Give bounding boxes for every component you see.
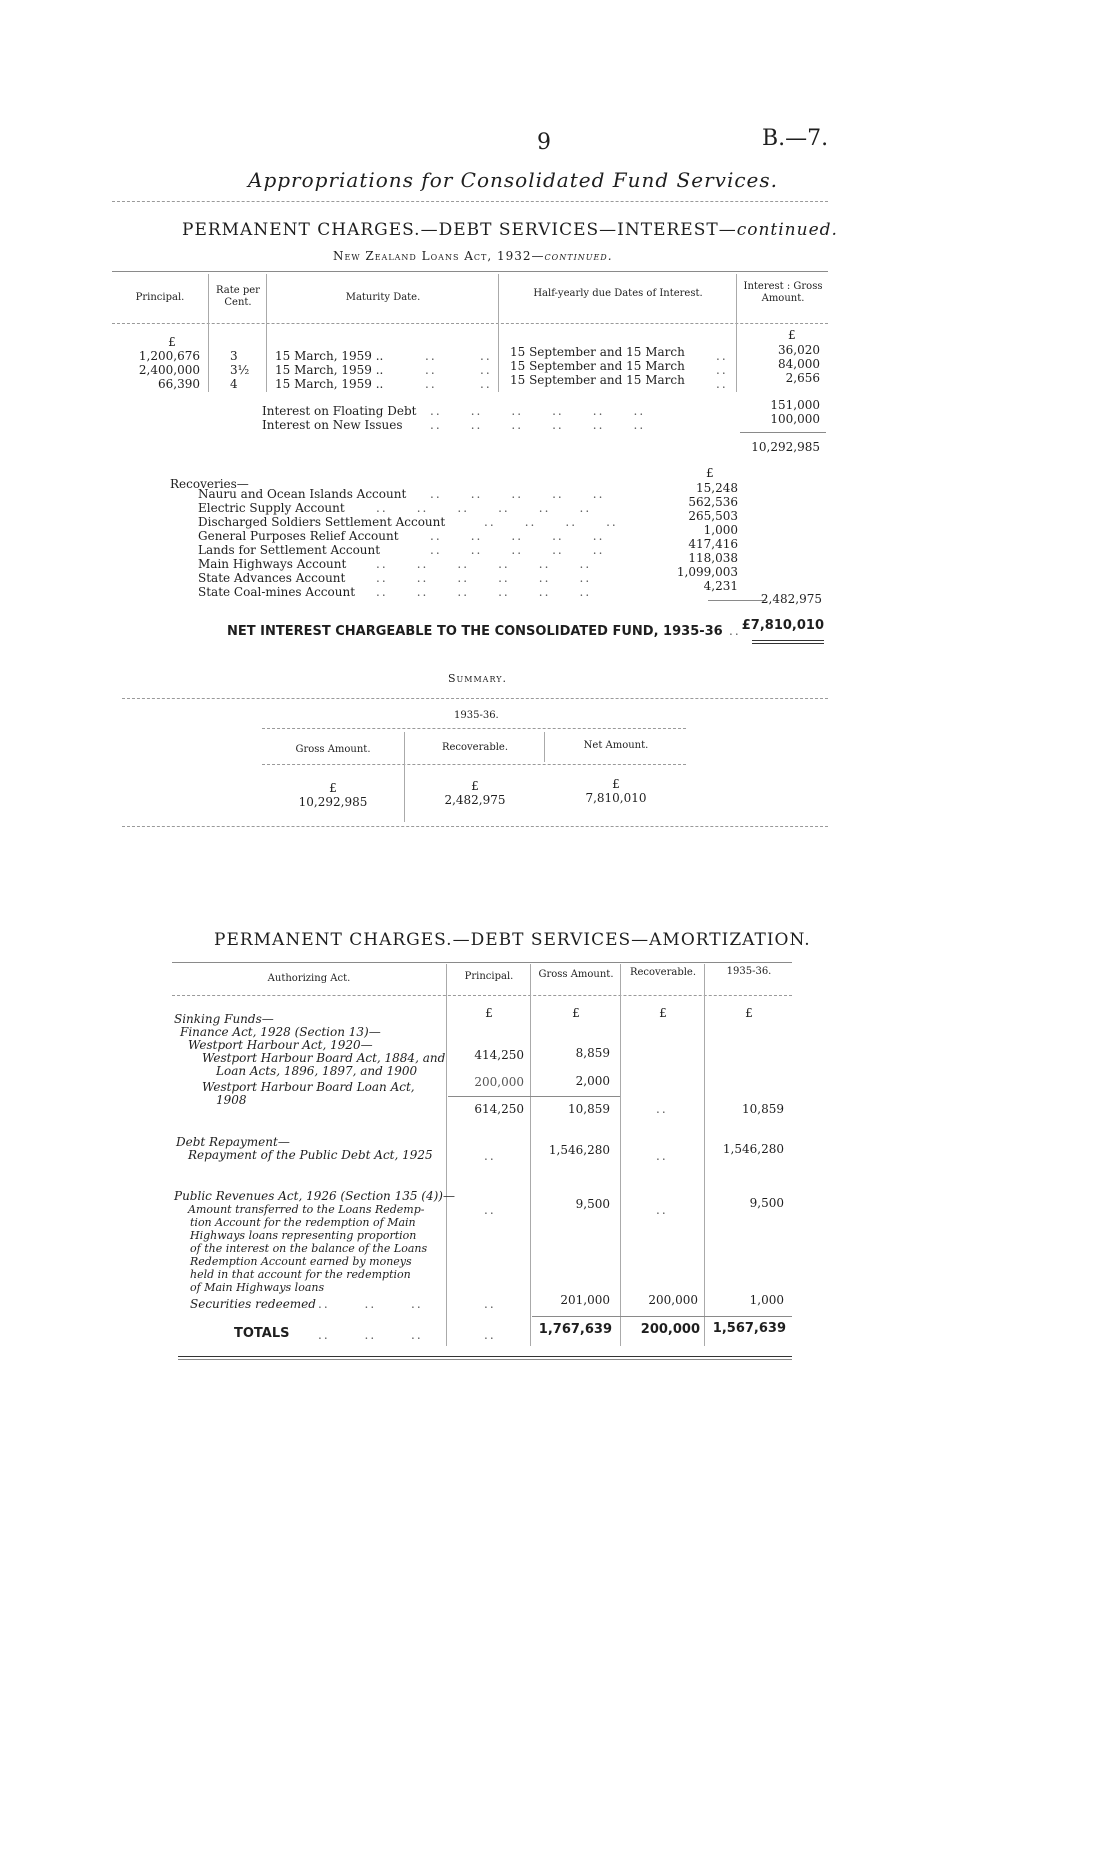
net-interest-label: NET INTEREST CHARGEABLE TO THE CONSOLIDATED FUND, 1935-36 — [227, 624, 723, 639]
recovery-label: State Coal-mines Account — [198, 585, 356, 599]
finance-act-label: Finance Act, 1928 (Section 13)— — [180, 1025, 381, 1039]
title-rule — [112, 201, 828, 202]
totals-gross: 1,767,639 — [538, 1322, 612, 1337]
westport-act-label: Westport Harbour Act, 1920— — [188, 1038, 373, 1052]
leader-dots: .. — [484, 1149, 496, 1163]
interest-heading-continued: continued. — [736, 220, 838, 240]
securities-gross: 201,000 — [560, 1293, 610, 1307]
leader-dots: .. .. .. .. .. .. — [376, 557, 592, 571]
sinking-label: Sinking Funds— — [174, 1012, 274, 1026]
interest-header-bottom-rule — [112, 323, 828, 324]
securities-redeemed-label: Securities redeemed — [190, 1297, 316, 1311]
row-gross: 36,020 — [778, 343, 820, 357]
securities-recoverable: 200,000 — [648, 1293, 698, 1307]
leader-dots: .. — [716, 349, 728, 363]
totals-top-rule — [532, 1316, 792, 1317]
interest-heading — [182, 220, 838, 240]
col-rate-header: Rate per Cent. — [216, 285, 260, 308]
summary-top-rule — [122, 698, 828, 699]
col-divider — [620, 964, 621, 1346]
leader-dots: .. .. .. .. .. — [430, 529, 605, 543]
leader-dots: .. — [716, 377, 728, 391]
principal-currency: £ — [168, 335, 176, 349]
leader-dots: .. .. .. .. .. .. — [430, 418, 646, 432]
leader-dots: .. — [480, 349, 492, 363]
amort-currency: £ — [572, 1006, 580, 1020]
summary-currency: £ — [471, 779, 479, 793]
extra-label: Interest on Floating Debt — [262, 404, 417, 418]
summary-header-rule — [262, 764, 686, 765]
summary-year: 1935-36. — [454, 710, 499, 721]
recovery-amount: 562,536 — [688, 495, 738, 509]
summary-col-recoverable: Recoverable. — [441, 742, 509, 753]
col-maturity-header: Maturity Date. — [345, 292, 421, 303]
leader-dots: .. — [425, 363, 437, 377]
amort-top-rule — [172, 962, 792, 963]
debt-gross: 1,546,280 — [548, 1143, 610, 1157]
totals-label: TOTALS — [234, 1326, 290, 1341]
net-double-rule — [752, 643, 824, 644]
summary-heading: Summary. — [448, 672, 507, 685]
subheading-continued: continued. — [544, 249, 613, 263]
subheading-text: New Zealand Loans Act, 1932— — [333, 249, 545, 263]
col-divider — [404, 732, 405, 822]
securities-net: 1,000 — [749, 1293, 784, 1307]
debt-act-label: Repayment of the Public Debt Act, 1925 — [188, 1148, 433, 1162]
col-divider — [446, 964, 447, 1346]
extra-amount: 100,000 — [770, 412, 820, 426]
row-principal: 2,400,000 — [138, 363, 200, 377]
recovery-amount: 1,000 — [703, 523, 738, 537]
interest-table-top-rule — [112, 271, 828, 272]
leader-dots: .. .. .. .. .. — [430, 487, 605, 501]
summary-gross-value: 10,292,985 — [298, 795, 368, 809]
amort-currency: £ — [745, 1006, 753, 1020]
summary-col-net: Net Amount. — [583, 740, 649, 751]
leader-dots: .. — [480, 363, 492, 377]
col-divider — [530, 964, 531, 1346]
public-gross: 9,500 — [575, 1197, 610, 1211]
interest-heading-text: PERMANENT CHARGES.—DEBT SERVICES—INTEREST— — [182, 220, 737, 240]
leader-dots: .. — [656, 1203, 668, 1217]
amort-currency: £ — [485, 1006, 493, 1020]
public-desc-line: of Main Highways loans — [190, 1281, 325, 1294]
amortization-heading: PERMANENT CHARGES.—DEBT SERVICES—AMORTIZATION. — [214, 930, 811, 950]
recovery-amount: 15,248 — [696, 481, 738, 495]
amort-col-act: Authorizing Act. — [267, 973, 351, 984]
gross-total: 10,292,985 — [751, 440, 820, 454]
row-principal: 1,200,676 — [138, 349, 200, 363]
debt-repayment-label: Debt Repayment— — [176, 1135, 290, 1149]
page-title: Appropriations for Consolidated Fund Services. — [248, 168, 779, 192]
recoveries-total: 2,482,975 — [760, 592, 822, 606]
leader-dots: .. — [729, 624, 741, 638]
col-principal-header: Principal. — [135, 292, 185, 303]
debt-net: 1,546,280 — [722, 1142, 784, 1156]
recovery-amount: 417,416 — [688, 537, 738, 551]
extra-amount: 151,000 — [770, 398, 820, 412]
amort-col-principal: Principal. — [464, 971, 514, 982]
westport-loan-act-line1: Westport Harbour Board Loan Act, — [202, 1080, 415, 1094]
recovery-label: Electric Supply Account — [198, 501, 345, 515]
westport-board-act-line1: Westport Harbour Board Act, 1884, and — [202, 1051, 446, 1065]
leader-dots: .. — [425, 349, 437, 363]
leader-dots: .. .. .. .. .. .. — [376, 501, 592, 515]
col-gross-header: Interest : Gross Amount. — [743, 281, 823, 304]
sinking-b-gross: 2,000 — [575, 1074, 610, 1088]
public-desc-line: held in that account for the redemption — [190, 1268, 411, 1281]
public-revenues-label: Public Revenues Act, 1926 (Section 135 (4))— — [174, 1189, 455, 1203]
net-double-rule — [752, 640, 824, 641]
row-maturity: 15 March, 1959 .. — [275, 349, 384, 363]
sinking-a-gross: 8,859 — [575, 1046, 610, 1060]
leader-dots: .. — [484, 1297, 496, 1311]
row-due-dates: 15 September and 15 March — [510, 345, 685, 359]
leader-dots: .. — [425, 377, 437, 391]
summary-currency: £ — [329, 781, 337, 795]
summary-year-rule — [262, 728, 686, 729]
row-maturity: 15 March, 1959 .. — [275, 363, 384, 377]
recovery-label: Nauru and Ocean Islands Account — [198, 487, 407, 501]
recovery-label: General Purposes Relief Account — [198, 529, 399, 543]
interest-subheading — [333, 249, 613, 263]
col-due-dates-header: Half-yearly due Dates of Interest. — [533, 288, 703, 299]
totals-recoverable: 200,000 — [640, 1322, 700, 1337]
row-principal: 66,390 — [158, 377, 200, 391]
recovery-amount: 118,038 — [688, 551, 738, 565]
sinking-b-principal: 200,000 — [474, 1075, 524, 1089]
extra-label: Interest on New Issues — [262, 418, 403, 432]
col-divider — [266, 274, 267, 392]
leader-dots: .. — [480, 377, 492, 391]
leader-dots: .. .. .. .. — [484, 515, 618, 529]
row-rate: 4 — [230, 377, 238, 391]
summary-col-gross: Gross Amount. — [295, 744, 371, 755]
recovery-label: Main Highways Account — [198, 557, 347, 571]
westport-board-act-line2: Loan Acts, 1896, 1897, and 1900 — [216, 1064, 418, 1078]
amort-header-rule — [172, 995, 792, 996]
leader-dots: .. .. .. .. .. .. — [376, 585, 592, 599]
totals-net: 1,567,639 — [712, 1321, 786, 1336]
leader-dots: .. .. .. — [318, 1328, 423, 1342]
westport-loan-act-line2: 1908 — [216, 1093, 247, 1107]
recovery-amount: 1,099,003 — [676, 565, 738, 579]
row-gross: 2,656 — [785, 371, 820, 385]
document-reference: B.—7. — [762, 126, 829, 151]
leader-dots: .. .. .. .. .. .. — [376, 571, 592, 585]
summary-bottom-rule — [122, 826, 828, 827]
amort-bottom-rule — [178, 1359, 792, 1360]
gross-total-rule — [740, 432, 826, 433]
net-interest-value: £7,810,010 — [741, 618, 824, 633]
leader-dots: .. .. .. — [318, 1297, 423, 1311]
leader-dots: .. — [716, 363, 728, 377]
recoveries-currency: £ — [706, 466, 714, 480]
sinking-total-principal: 614,250 — [474, 1102, 524, 1116]
public-desc-line: tion Account for the redemption of Main — [190, 1216, 416, 1229]
col-divider — [498, 274, 499, 392]
leader-dots: .. — [484, 1203, 496, 1217]
amort-col-gross: Gross Amount. — [538, 969, 614, 980]
col-divider — [704, 964, 705, 1346]
public-net: 9,500 — [749, 1196, 784, 1210]
row-gross: 84,000 — [778, 357, 820, 371]
amort-col-year: 1935-36. — [726, 966, 772, 977]
summary-currency: £ — [612, 777, 620, 791]
leader-dots: .. .. .. .. .. .. — [430, 404, 646, 418]
summary-net-value: 7,810,010 — [585, 791, 647, 805]
row-rate: 3 — [230, 349, 238, 363]
amort-col-recoverable: Recoverable. — [629, 967, 697, 978]
amort-currency: £ — [659, 1006, 667, 1020]
public-desc-line: Amount transferred to the Loans Redemp- — [188, 1203, 425, 1216]
sinking-a-principal: 414,250 — [474, 1048, 524, 1062]
leader-dots: .. — [656, 1149, 668, 1163]
col-divider — [208, 274, 209, 392]
summary-recoverable-value: 2,482,975 — [444, 793, 506, 807]
row-due-dates: 15 September and 15 March — [510, 373, 685, 387]
leader-dots: .. — [656, 1102, 668, 1116]
col-divider — [544, 732, 545, 762]
sinking-subtotal-rule — [448, 1096, 620, 1097]
recovery-amount: 4,231 — [703, 579, 738, 593]
leader-dots: .. — [484, 1328, 496, 1342]
recoveries-label: Recoveries— — [170, 477, 249, 491]
leader-dots: .. .. .. .. .. — [430, 543, 605, 557]
public-desc-line: Redemption Account earned by moneys — [190, 1255, 412, 1268]
recovery-amount: 265,503 — [688, 509, 738, 523]
recovery-label: Discharged Soldiers Settlement Account — [198, 515, 446, 529]
gross-currency: £ — [788, 328, 796, 342]
sinking-total-net: 10,859 — [742, 1102, 784, 1116]
public-desc-line: of the interest on the balance of the Loans — [190, 1242, 428, 1255]
sinking-total-gross: 10,859 — [568, 1102, 610, 1116]
recovery-label: Lands for Settlement Account — [198, 543, 381, 557]
amort-bottom-rule — [178, 1356, 792, 1357]
row-maturity: 15 March, 1959 .. — [275, 377, 384, 391]
col-divider — [736, 274, 737, 392]
public-desc-line: Highways loans representing proportion — [190, 1229, 417, 1242]
recovery-label: State Advances Account — [198, 571, 346, 585]
row-due-dates: 15 September and 15 March — [510, 359, 685, 373]
page-number: 9 — [537, 130, 551, 155]
row-rate: 3½ — [230, 363, 250, 377]
